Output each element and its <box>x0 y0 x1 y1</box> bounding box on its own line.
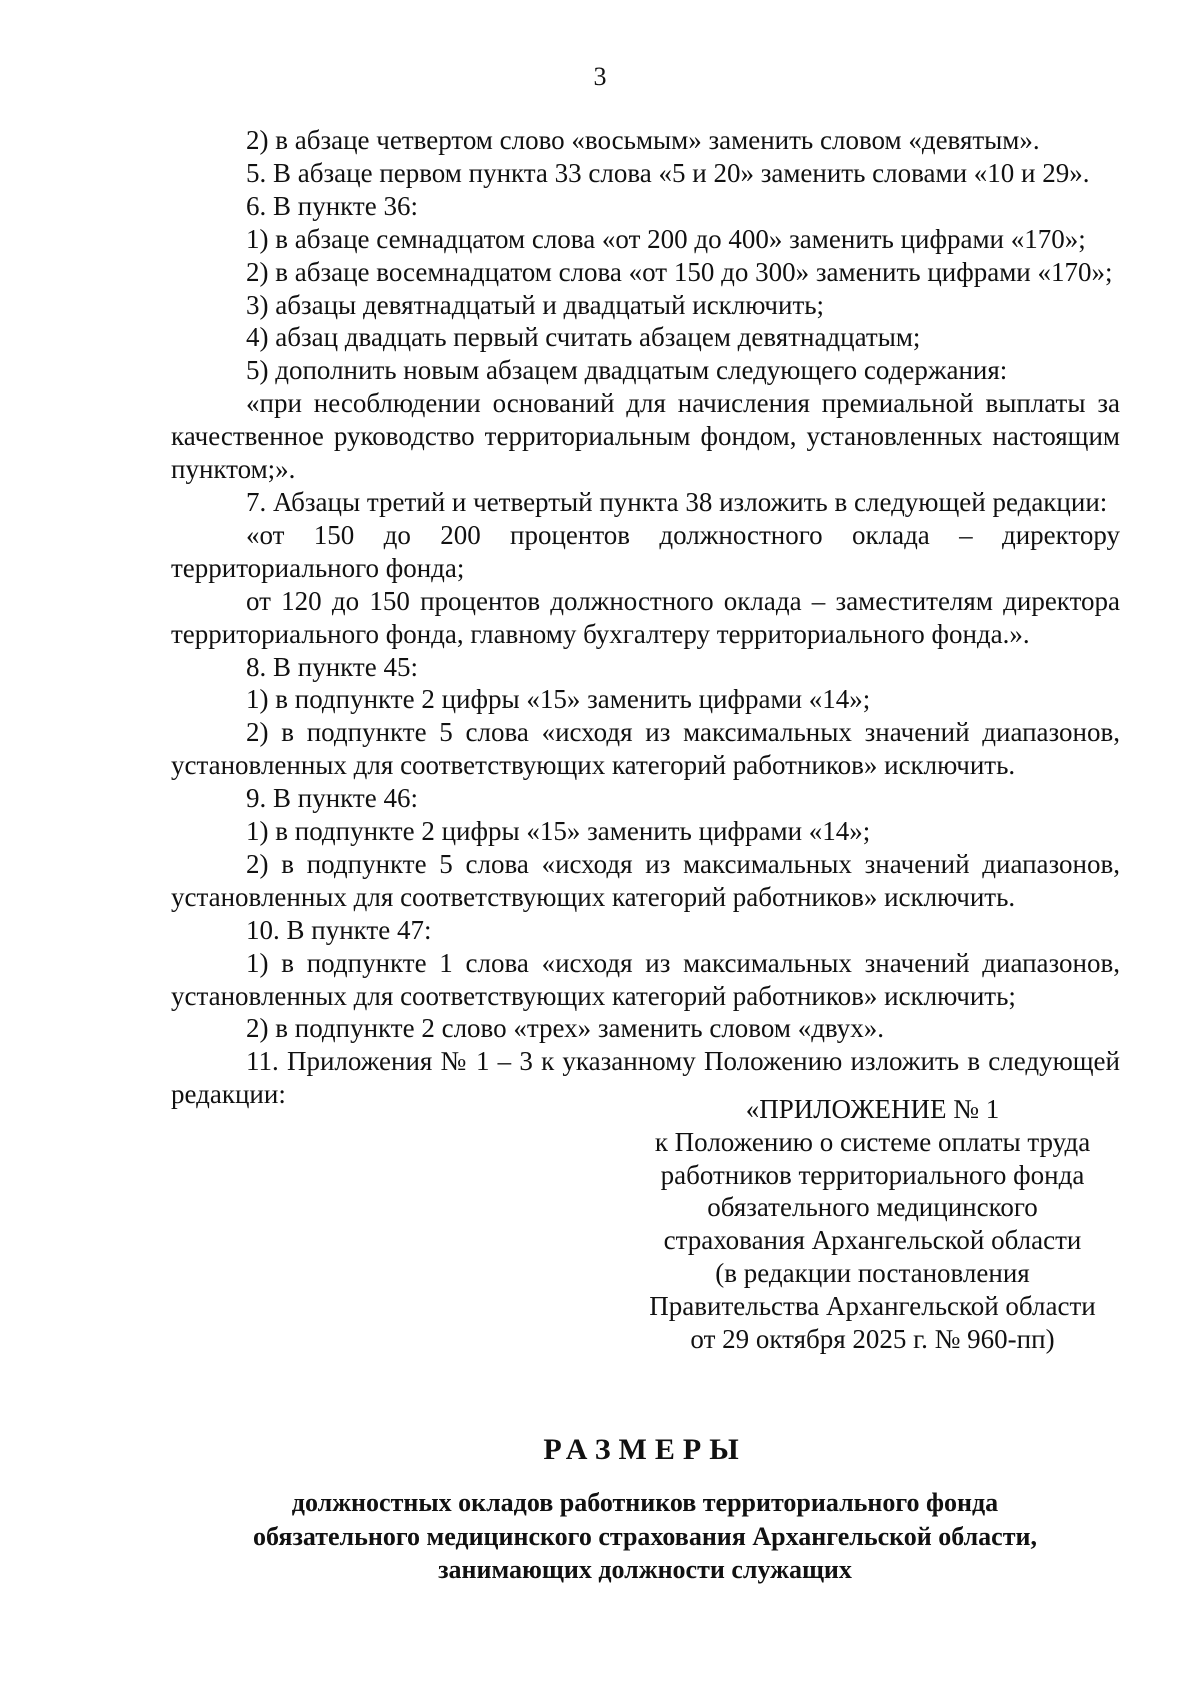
appendix-line: работников территориального фонда <box>660 1159 1085 1190</box>
subtitle-line: обязательного медицинского страхования Архангельской области, <box>253 1521 1037 1551</box>
section-title: РАЗМЕРЫ <box>543 1433 747 1466</box>
appendix-line: обязательного медицинского <box>707 1192 1038 1223</box>
paragraph: 1) в абзаце семнадцатом слова «от 200 до 400» заменить цифрами «170»; <box>246 223 1086 254</box>
paragraph: 2) в абзаце четвертом слово «восьмым» заменить словом «девятым». <box>246 125 1040 155</box>
paragraph: 6. В пункте 36: <box>246 190 418 221</box>
appendix-line: к Положению о системе оплаты труда <box>654 1126 1091 1157</box>
appendix-line: «ПРИЛОЖЕНИЕ № 1 <box>745 1094 1000 1124</box>
paragraph: 3) абзацы девятнадцатый и двадцатый исключить; <box>246 289 825 320</box>
paragraph: 5) дополнить новым абзацем двадцатым следующего содержания: <box>246 355 1008 386</box>
subtitle-line: должностных окладов работников территориального фонда <box>291 1488 999 1517</box>
amendments-text <box>171 124 1120 1111</box>
paragraph: 2) в подпункте 5 слова «исходя из максимальных значений диапазонов, установленных для соответствующих категорий работников» исключить. <box>171 717 1120 781</box>
paragraph: 5. В абзаце первом пункта 33 слова «5 и 20» заменить словами «10 и 29». <box>246 157 1090 188</box>
appendix-line: от 29 октября 2025 г. № 960-пп) <box>690 1323 1055 1354</box>
appendix-line: страхования Архангельской области <box>663 1225 1082 1256</box>
paragraph: 4) абзац двадцать первый считать абзацем девятнадцатым; <box>246 322 921 353</box>
appendix-line: Правительства Архангельской области <box>649 1290 1096 1321</box>
appendix-line: (в редакции постановления <box>715 1257 1030 1288</box>
page-number: 3 <box>593 62 607 91</box>
paragraph: 1) в подпункте 2 цифры «15» заменить цифрами «14»; <box>246 684 871 715</box>
paragraph: 1) в подпункте 2 цифры «15» заменить цифрами «14»; <box>246 816 871 847</box>
appendix-header <box>620 1093 1125 1355</box>
paragraph: 2) в подпункте 2 слово «трех» заменить словом «двух». <box>246 1013 885 1044</box>
paragraph: 2) в подпункте 5 слова «исходя из максимальных значений диапазонов, установленных для соответствующих категорий работников» исключить. <box>171 848 1120 912</box>
paragraph: 8. В пункте 45: <box>246 651 418 682</box>
paragraph: 11. Приложения № 1 – 3 к указанному Положению изложить в следующей редакции: <box>171 1046 1120 1110</box>
paragraph: 9. В пункте 46: <box>246 783 418 814</box>
section-subtitle <box>190 1486 1100 1587</box>
paragraph: 7. Абзацы третий и четвертый пункта 38 изложить в следующей редакции: <box>246 486 1108 517</box>
paragraph: 10. В пункте 47: <box>246 914 432 945</box>
paragraph: 2) в абзаце восемнадцатом слова «от 150 до 300» заменить цифрами «170»; <box>246 256 1113 287</box>
paragraph: 1) в подпункте 1 слова «исходя из максимальных значений диапазонов, установленных для соответствующих категорий работников» исключить; <box>171 947 1120 1011</box>
paragraph: «при несоблюдении оснований для начисления премиальной выплаты за качественное руководство территориальным фондом, установленных настоящим пунктом;». <box>171 388 1120 485</box>
paragraph: «от 150 до 200 процентов должностного оклада – директору территориального фонда; <box>171 519 1120 583</box>
subtitle-line: занимающих должности служащих <box>438 1555 852 1584</box>
paragraph: от 120 до 150 процентов должностного оклада – заместителям директора территориального фонда, главному бухгалтеру территориального фонда.». <box>171 585 1120 649</box>
